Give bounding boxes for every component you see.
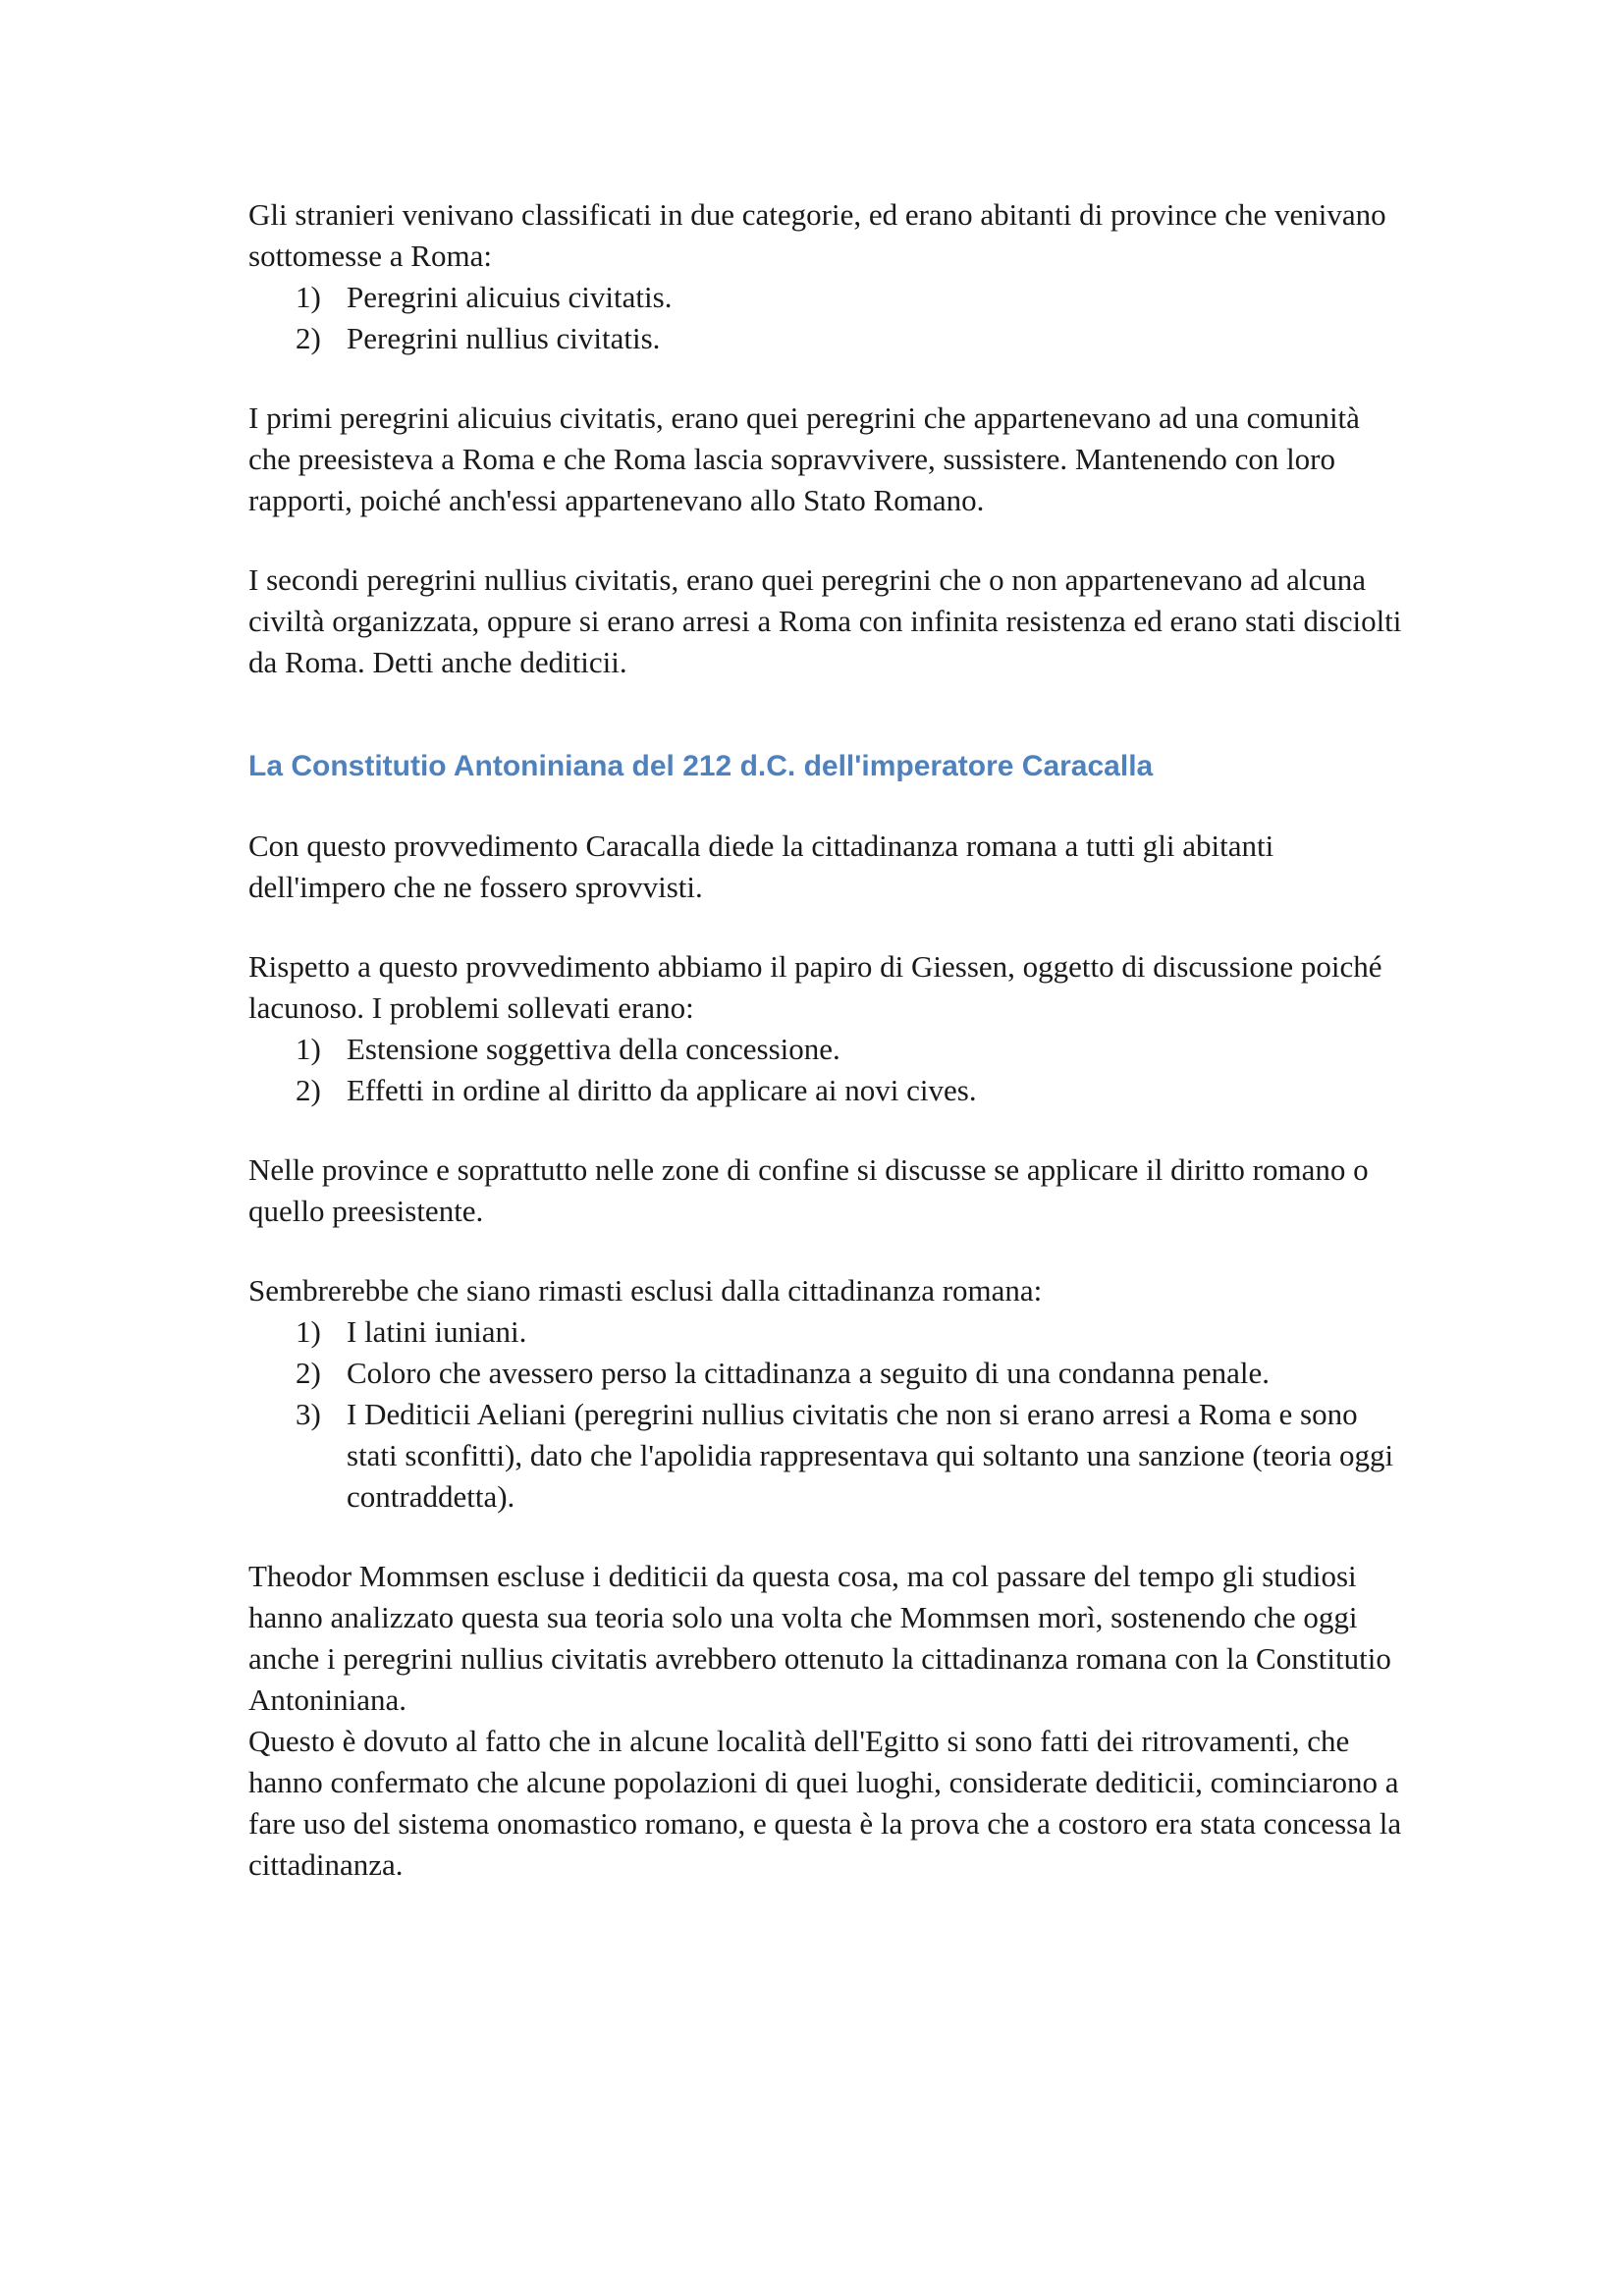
list-item-text: Coloro che avessero perso la cittadinanza a seguito di una condanna penale. [347,1356,1270,1390]
list-item-text: I Dediticii Aeliani (peregrini nullius civitatis che non si erano arresi a Roma e sono stati sconfitti), dato che l'apolidia rappresentava qui soltanto una sanzione (teoria oggi contraddetta). [347,1397,1394,1514]
list-number: 1) [296,1032,321,1066]
list-item [248,277,1407,318]
intro-paragraph: Gli stranieri venivano classificati in due categorie, ed erano abitanti di province che venivano sottomesse a Roma: [248,197,1386,273]
list-item [248,1394,1407,1518]
list-item-text: Peregrini nullius civitatis. [347,321,661,355]
list-number: 1) [296,280,321,314]
list-item [248,1070,1407,1111]
list-item-text: Effetti in ordine al diritto da applicare ai novi cives. [347,1073,977,1107]
list-item [248,1029,1407,1070]
list-number: 3) [296,1397,321,1431]
list-number: 2) [296,1356,321,1390]
list-item-text: Estensione soggettiva della concessione. [347,1032,840,1066]
list-item-text: I latini iuniani. [347,1314,527,1349]
esclusi-list [248,1311,1407,1518]
list-number: 1) [296,1314,321,1349]
province-paragraph: Nelle province e soprattutto nelle zone di confine si discusse se applicare il diritto romano o quello preesistente. [248,1152,1369,1228]
section-heading: La Constitutio Antoniniana del 212 d.C. dell'imperatore Caracalla [248,750,1154,782]
mommsen-paragraph: Theodor Mommsen escluse i dediticii da questa cosa, ma col passare del tempo gli studiosi hanno analizzato questa sua teoria solo una volta che Mommsen morì, sostenendo che oggi anche i peregrini nullius civitatis avrebbero ottenuto la cittadinanza romana con la Constitutio Antoniniana. [248,1559,1391,1717]
list-item-text: Peregrini alicuius civitatis. [347,280,673,314]
esclusi-paragraph: Sembrerebbe che siano rimasti esclusi dalla cittadinanza romana: [248,1273,1043,1308]
problemi-list [248,1029,1407,1111]
categories-list [248,277,1407,359]
papiro-paragraph: Rispetto a questo provvedimento abbiamo il papiro di Giessen, oggetto di discussione poiché lacunoso. I problemi sollevati erano: [248,949,1382,1025]
list-item [248,318,1407,359]
list-number: 2) [296,321,321,355]
provvedimento-paragraph: Con questo provvedimento Caracalla diede la cittadinanza romana a tutti gli abitanti dell'impero che ne fossero sprovvisti. [248,828,1274,904]
list-item [248,1353,1407,1394]
list-number: 2) [296,1073,321,1107]
secondi-paragraph: I secondi peregrini nullius civitatis, erano quei peregrini che o non appartenevano ad alcuna civiltà organizzata, oppure si erano arresi a Roma con infinita resistenza ed erano stati disciolti da Roma. Detti anche dediticii. [248,562,1402,679]
list-item [248,1311,1407,1353]
egitto-paragraph: Questo è dovuto al fatto che in alcune località dell'Egitto si sono fatti dei ritrovamenti, che hanno confermato che alcune popolazioni di quei luoghi, considerate dediticii, cominciarono a fare uso del sistema onomastico romano, e questa è la prova che a costoro era stata concessa la cittadinanza. [248,1724,1402,1882]
primi-paragraph: I primi peregrini alicuius civitatis, erano quei peregrini che appartenevano ad una comunità che preesisteva a Roma e che Roma lascia sopravvivere, sussistere. Mantenendo con loro rapporti, poiché anch'essi appartenevano allo Stato Romano. [248,400,1360,517]
document-page [248,194,1407,1886]
